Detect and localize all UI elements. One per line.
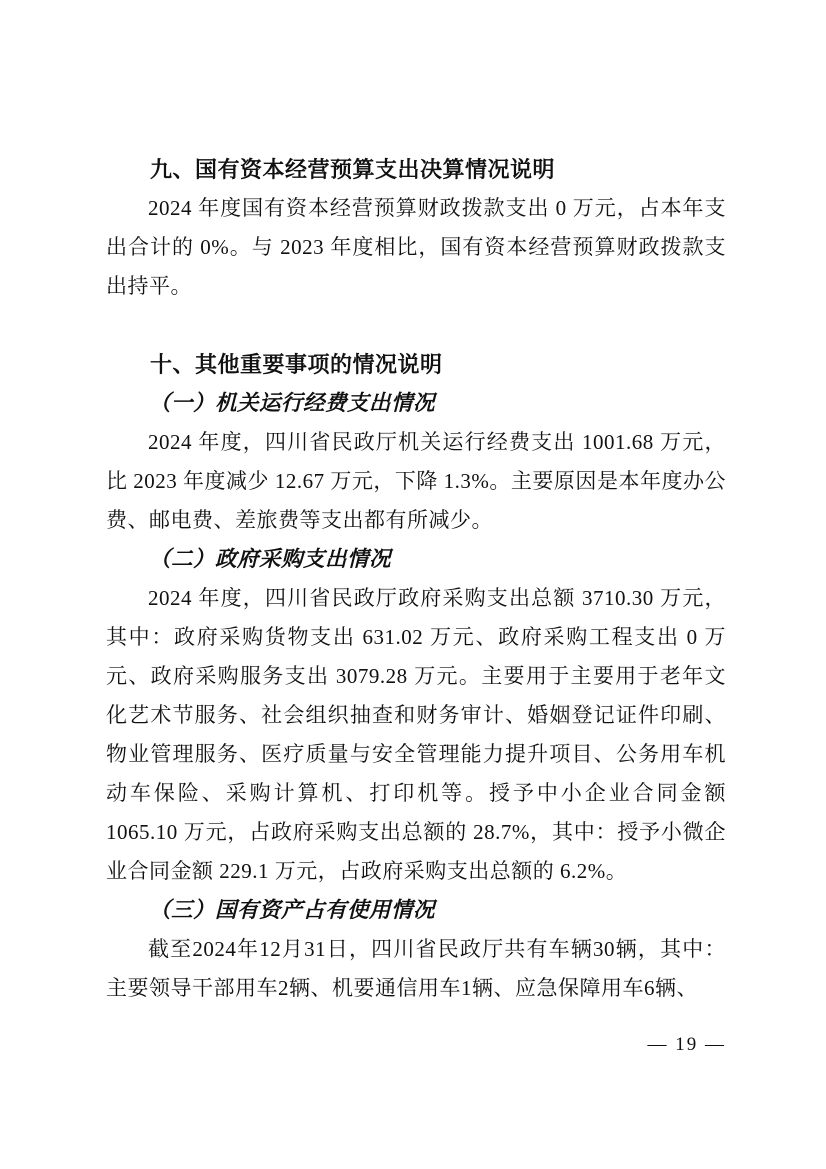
page-content: [106, 150, 726, 1008]
subsection-3-heading: （三）国有资产占有使用情况: [149, 898, 436, 922]
subsection-1-paragraph: 2024 年度，四川省民政厅机关运行经费支出 1001.68 万元，比 2023 年度减少 12.67 万元，下降 1.3%。主要原因是本年度办公费、邮电费、差旅费等支出都有所减少。: [106, 430, 726, 532]
subsection-2-heading: （二）政府采购支出情况: [149, 547, 392, 571]
section-10-heading: 十、其他重要事项的情况说明: [150, 352, 443, 377]
blank-line: [106, 306, 726, 345]
section-9-paragraph: 2024 年度国有资本经营预算财政拨款支出 0 万元，占本年支出合计的 0%。与 2023 年度相比，国有资本经营预算财政拨款支出持平。: [106, 196, 726, 298]
page-number: — 19 —: [647, 1034, 726, 1055]
subsection-3-paragraph: 截至2024年12月31日，四川省民政厅共有车辆30辆，其中：主要领导干部用车2辆、机要通信用车1辆、应急保障用车6辆、: [106, 937, 726, 1000]
subsection-2-paragraph: 2024 年度，四川省民政厅政府采购支出总额 3710.30 万元，其中：政府采购货物支出 631.02 万元、政府采购工程支出 0 万元、政府采购服务支出 3079.28 万元。主要用于主要用于老年文化艺术节服务、社会组织抽查和财务审计、婚姻登记证件印刷、物业管理服务、医疗质量与安全管理能力提升项目、公务用车机动车保险、采购计算机、打印机等。授予中小企业合同金额 1065.10 万元，占政府采购支出总额的 28.7%，其中：授予小微企业合同金额 229.1 万元，占政府采购支出总额的 6.2%。: [106, 586, 726, 883]
subsection-1-heading: （一）机关运行经费支出情况: [149, 391, 436, 415]
section-9-heading: 九、国有资本经营预算支出决算情况说明: [150, 157, 556, 182]
